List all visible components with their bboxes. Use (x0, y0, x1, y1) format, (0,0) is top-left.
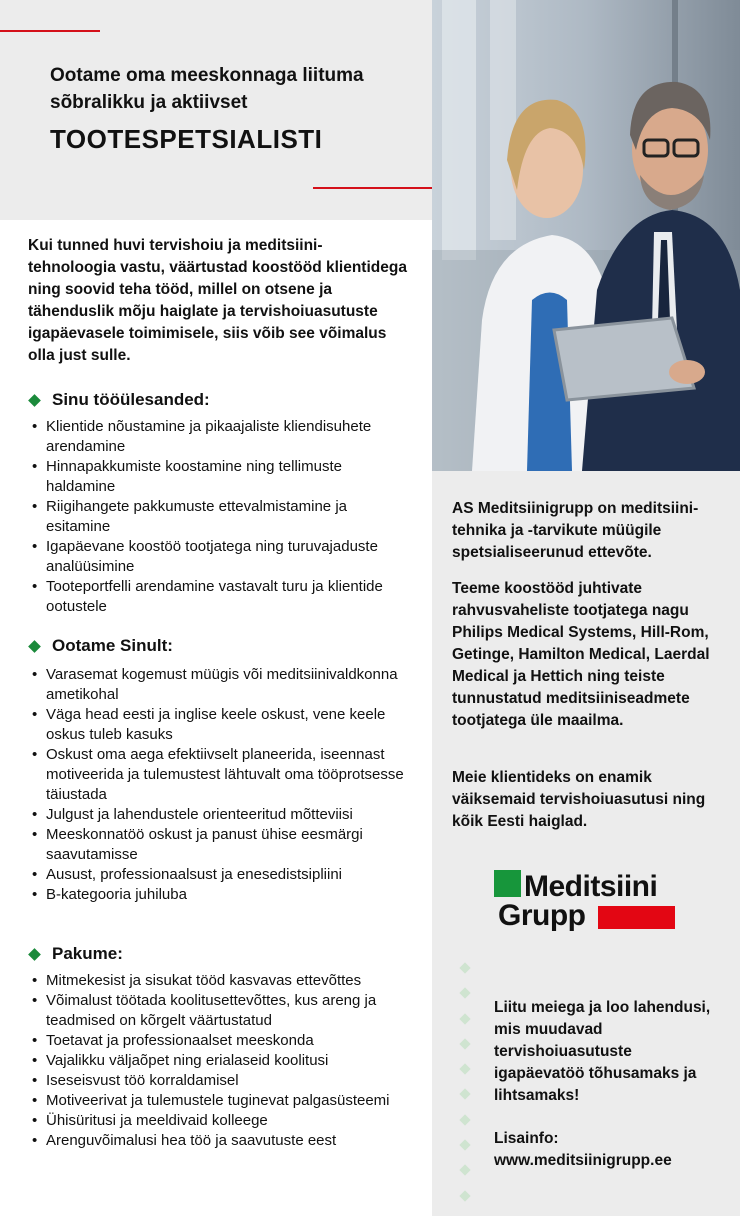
logo-word-meditsiini: Meditsiini (524, 870, 658, 903)
diamond-icon (459, 1089, 470, 1100)
list-item: • Võimalust töötada koolitusettevõttes, kus areng ja teadmised on kõrgelt väärtustatud (28, 991, 413, 1031)
list-item: • Riigihangete pakkumuste ettevalmistamine ja esitamine (28, 497, 413, 537)
red-accent-line (0, 30, 100, 32)
list-item: • Tooteportfelli arendamine vastavalt turu ja klientide ootustele (28, 577, 413, 617)
list-item: • Motiveerivat ja tulemustele tuginevat palgasüsteemi (28, 1091, 413, 1111)
logo-red-bar (598, 906, 675, 929)
diamond-icon (459, 988, 470, 999)
company-description: AS Meditsiinigrupp on meditsiini-tehnika ja -tarvikute müügile spetsialiseerunud ettevõte. (452, 500, 699, 561)
diamond-bullet-icon (28, 948, 41, 961)
requirements-list (28, 665, 413, 905)
hero-photo (432, 0, 740, 471)
company-clients: Meie klientideks on enamik väiksemaid tervishoiuasutusi ning kõik Eesti haiglad. (452, 769, 706, 830)
diamond-bullet-icon (28, 640, 41, 653)
decorative-diamonds (459, 964, 471, 1217)
list-item: • Varasemat kogemust müügis või meditsiinivaldkonna ametikohal (28, 665, 413, 705)
list-item: • Meeskonnatöö oskust ja panust ühise eesmärgi saavutamisse (28, 825, 413, 865)
diamond-icon (459, 1190, 470, 1201)
lead-paragraph: Kui tunned huvi tervishoiu ja meditsiini-tehnoloogia vastu, väärtustad koostööd klientidega ning soovid teha tööd, millel on otsene ja tähenduslik mõju haiglate ja tervishoiuasutuste igapäevasele toimimisele, siis võib see võimalus olla just sulle. (28, 237, 407, 364)
section-heading-text: Ootame Sinult: (52, 636, 173, 655)
website-link[interactable]: www.meditsiinigrupp.ee (494, 1152, 672, 1169)
section-heading-offer (28, 944, 123, 964)
logo-word-grupp: Grupp (498, 899, 586, 932)
section-heading-text: Sinu tööülesanded: (52, 390, 210, 409)
list-item: • Igapäevane koostöö tootjatega ning turuvajaduste analüüsimine (28, 537, 413, 577)
diamond-icon (459, 962, 470, 973)
diamond-icon (459, 1114, 470, 1125)
list-item: • Vajalikku väljaõpet ning erialaseid koolitusi (28, 1051, 413, 1071)
logo-green-square (494, 870, 521, 897)
list-item: • Väga head eesti ja inglise keele oskust, vene keele oskus tuleb kasuks (28, 705, 413, 745)
diamond-icon (459, 1139, 470, 1150)
section-heading-text: Pakume: (52, 944, 123, 963)
list-item: • Mitmekesist ja sisukat tööd kasvavas ettevõttes (28, 971, 413, 991)
diamond-icon (459, 1038, 470, 1049)
info-label: Lisainfo: (494, 1130, 559, 1147)
diamond-icon (459, 1165, 470, 1176)
list-item: • Klientide nõustamine ja pikaajaliste kliendisuhete arendamine (28, 417, 413, 457)
list-item: • B-kategooria juhiluba (28, 885, 413, 905)
list-item: • Toetavat ja professionaalset meeskonda (28, 1031, 413, 1051)
header-intro: Ootame oma meeskonnaga liituma sõbralikku ja aktiivset (50, 65, 364, 113)
list-item: • Ausust, professionaalsust ja enesedistsipliini (28, 865, 413, 885)
list-item: • Arenguvõimalusi hea töö ja saavutuste eest (28, 1131, 413, 1151)
cta-text: Liitu meiega ja loo lahendusi, mis muudavad tervishoiuasutuste igapäevatöö tõhusamaks ja lihtsamaks! (494, 999, 711, 1104)
tasks-list (28, 417, 413, 617)
section-heading-requirements (28, 636, 173, 656)
page-title: TOOTESPETSIALISTI (50, 124, 323, 154)
list-item: • Ühisüritusi ja meeldivaid kolleege (28, 1111, 413, 1131)
diamond-icon (459, 1013, 470, 1024)
list-item: • Iseseisvust töö korraldamisel (28, 1071, 413, 1091)
section-heading-tasks (28, 390, 210, 410)
diamond-icon (459, 1064, 470, 1075)
offer-list (28, 971, 413, 1151)
meditsiinigrupp-logo (494, 868, 679, 934)
company-partners: Teeme koostööd juhtivate rahvusvaheliste tootjatega nagu Philips Medical Systems, Hill-Rom, Getinge, Hamilton Medical, Laerdal Medical ja Hettich ning teiste tunnustatud meditsiiniseadmete tootjatega üle maailma. (452, 580, 710, 729)
list-item: • Hinnapakkumiste koostamine ning tellimuste haldamine (28, 457, 413, 497)
list-item: • Oskust oma aega efektiivselt planeerida, iseennast motiveerida ja tulemustest lähtuvalt oma tööprotsesse täiustada (28, 745, 413, 805)
red-accent-line (313, 187, 432, 189)
diamond-bullet-icon (28, 394, 41, 407)
list-item: • Julgust ja lahendustele orienteeritud mõtteviisi (28, 805, 413, 825)
